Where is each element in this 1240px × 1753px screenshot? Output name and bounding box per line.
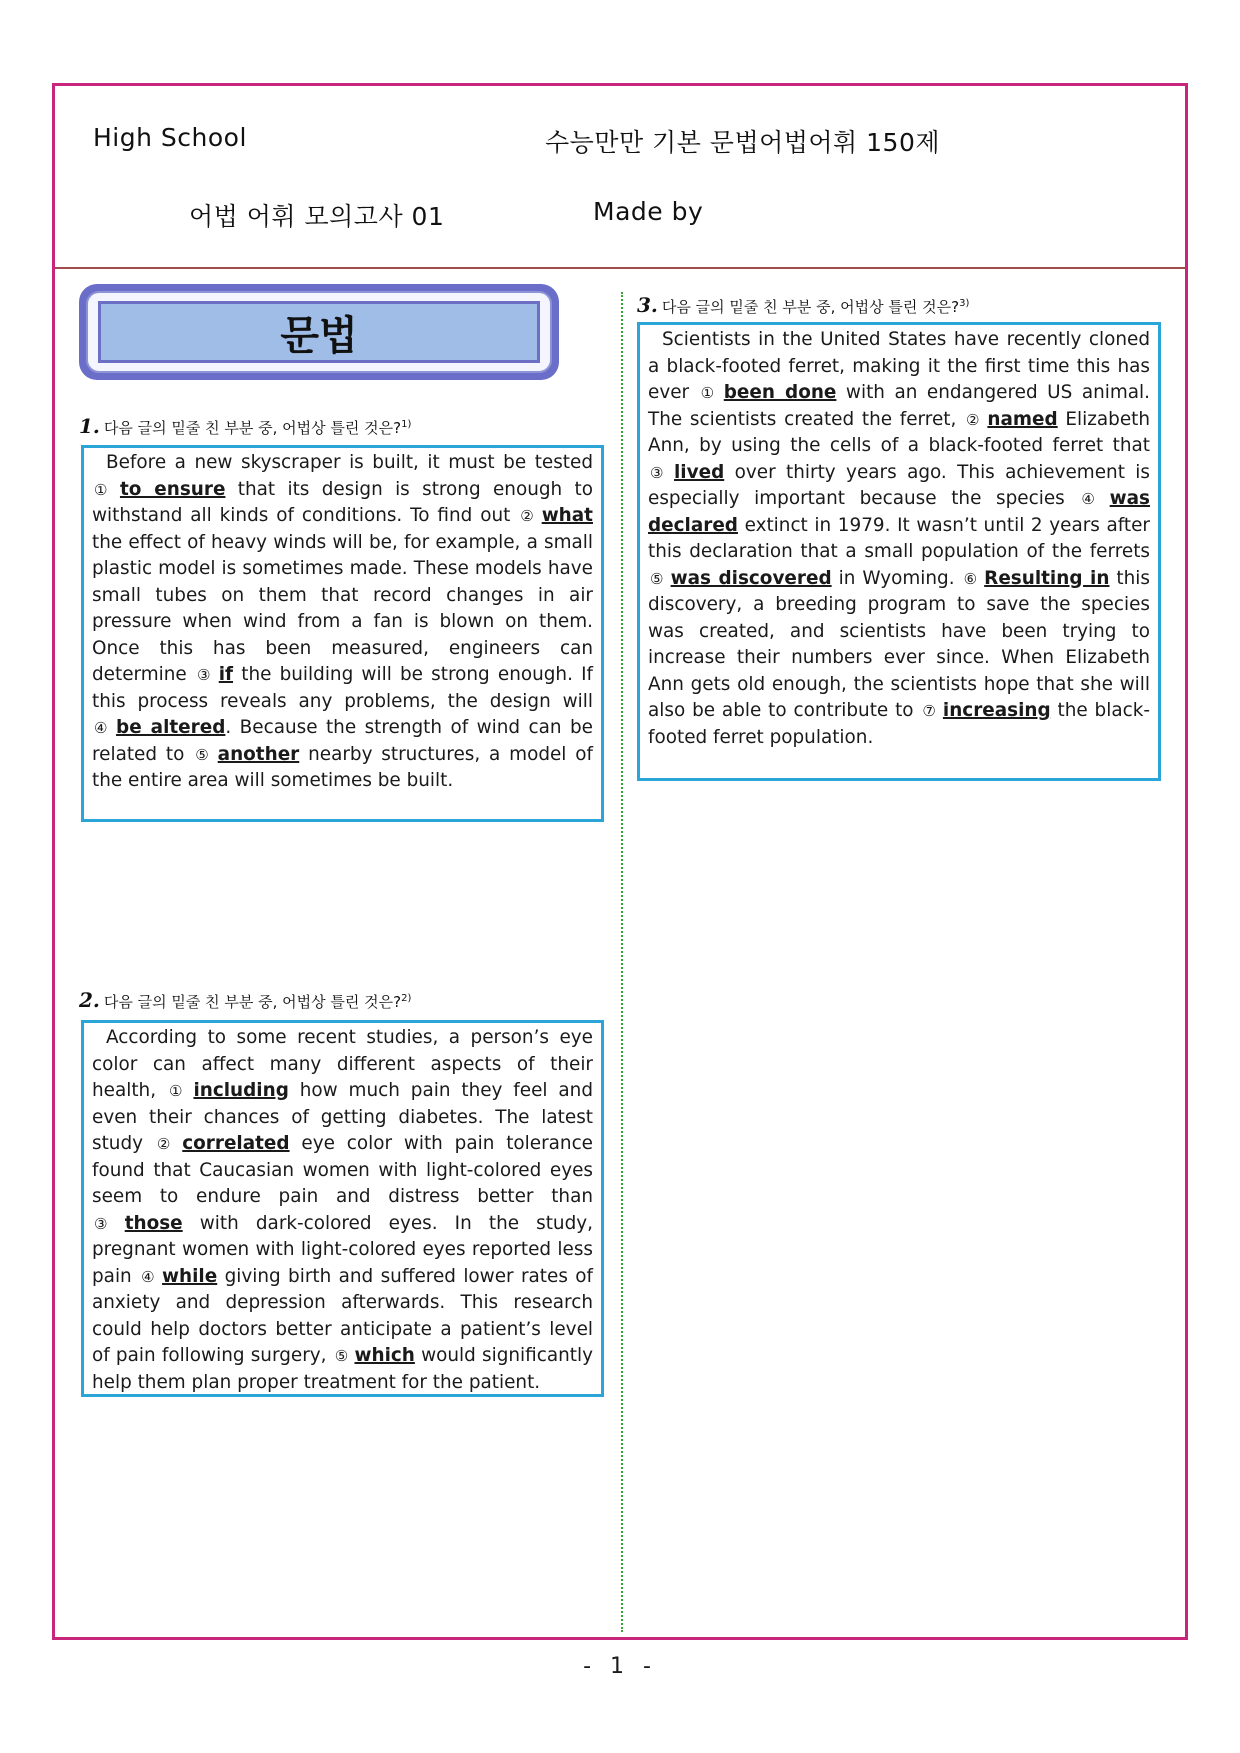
question-prompt: 다음 글의 밑줄 친 부분 중, 어법상 틀린 것은? — [661, 298, 960, 316]
choice-marker-3: ③ — [196, 666, 213, 684]
page-number: - 1 - — [583, 1654, 657, 1679]
underlined-choice-3: lived — [674, 461, 725, 483]
underlined-choice-1: been done — [723, 382, 837, 403]
choice-marker-5: ⑤ — [334, 1347, 349, 1365]
page-frame — [52, 83, 1188, 1640]
question-2-label — [79, 988, 411, 1012]
footnote-mark: 1) — [401, 419, 412, 430]
underlined-choice-1: including — [193, 1080, 289, 1101]
choice-marker-4: ④ — [94, 719, 111, 737]
choice-marker-1: ① — [700, 384, 718, 402]
choice-marker-3: ③ — [94, 1214, 119, 1233]
underlined-choice-4: was declared — [648, 488, 1151, 536]
question-number: 1. — [79, 414, 100, 438]
choice-marker-1: ① — [168, 1082, 188, 1100]
question-2-passage: According to some recent studies, a person’s eye color can affect many different aspects of their health, ① including how much pain they feel and even their chances of getting diabetes. The latest study ② correlated eye color with pain tolerance found that Caucasian women with light-colored eyes seem to endure pain and distress better than ③ those with dark-colored eyes. In the study, pregnant women with light-colored eyes reported less pain ④ while giving birth and suffered lower rates of anxiety and depression afterwards. This research could help doctors better anticipate a patient’s level of pain following surgery, ⑤ which would significantly help them plan proper treatment for the patient. — [81, 1020, 604, 1397]
question-prompt: 다음 글의 밑줄 친 부분 중, 어법상 틀린 것은? — [103, 993, 402, 1011]
underlined-choice-7: increasing — [942, 700, 1051, 721]
underlined-choice-2: correlated — [182, 1133, 290, 1154]
choice-marker-7: ⑦ — [922, 702, 937, 720]
question-3-label — [637, 293, 969, 317]
underlined-choice-4: be altered — [116, 717, 226, 738]
section-title-banner — [79, 284, 559, 380]
underlined-choice-4: while — [162, 1265, 218, 1287]
test-title: 어법 어휘 모의고사 01 — [189, 202, 445, 231]
footnote-mark: 3) — [959, 298, 970, 309]
choice-marker-4: ④ — [1081, 490, 1104, 508]
school-label: High School — [93, 123, 247, 152]
question-3-passage: Scientists in the United States have recently cloned a black-footed ferret, making it the first time this has ever ① been done with an endangered US animal. The scientists created the ferret, ② named Elizabeth Ann, by using the cells of a black-footed ferret that ③ lived over thirty years ago. This achievement is especially important because the species ④ was declared extinct in 1979. It wasn’t until 2 years after this declaration that a small population of the ferrets ⑤ was discovered in Wyoming. ⑥ Resulting in this discovery, a breeding program to save the species was created, and scientists have been trying to increase their numbers ever since. When Elizabeth Ann gets old enough, the scientists hope that she will also be able to contribute to ⑦ increasing the black-footed ferret population. — [637, 322, 1161, 781]
book-title: 수능만만 기본 문법어법어휘 150제 — [545, 128, 941, 157]
underlined-choice-5: another — [217, 743, 300, 765]
choice-marker-2: ② — [966, 410, 982, 429]
question-number: 2. — [79, 988, 100, 1012]
choice-marker-2: ② — [520, 507, 536, 525]
underlined-choice-5: which — [354, 1345, 415, 1366]
underlined-choice-2: what — [541, 505, 593, 526]
choice-marker-2: ② — [156, 1135, 177, 1153]
footnote-mark: 2) — [401, 993, 412, 1004]
underlined-choice-3: those — [124, 1212, 183, 1234]
choice-marker-4: ④ — [141, 1267, 157, 1286]
made-by-label: Made by — [593, 197, 704, 226]
question-number: 3. — [637, 293, 658, 317]
header-divider — [55, 267, 1185, 269]
underlined-choice-5: was discovered — [670, 567, 832, 589]
underlined-choice-2: named — [987, 408, 1058, 430]
question-prompt: 다음 글의 밑줄 친 부분 중, 어법상 틀린 것은? — [103, 419, 402, 437]
choice-marker-1: ① — [94, 480, 114, 499]
question-1-passage: Before a new skyscraper is built, it must be tested ① to ensure that its design is strong enough to withstand all kinds of conditions. To find out ② what the effect of heavy winds will be, for example, a small plastic model is sometimes made. These models have small tubes on them that record changes in air pressure when wind from a fan is blown on them. Once this has been measured, engineers can determine ③ if the building will be strong enough. If this process reveals any problems, the design will ④ be altered. Because the strength of wind can be related to ⑤ another nearby structures, a model of the entire area will sometimes be built. — [81, 445, 604, 822]
choice-marker-5: ⑤ — [195, 745, 212, 764]
underlined-choice-1: to ensure — [119, 478, 226, 500]
question-1-label — [79, 414, 411, 438]
choice-marker-3: ③ — [650, 463, 668, 482]
underlined-choice-6: Resulting in — [984, 567, 1110, 589]
choice-marker-6: ⑥ — [963, 569, 979, 588]
section-title: 문법 — [98, 301, 540, 363]
underlined-choice-3: if — [218, 664, 234, 685]
choice-marker-5: ⑤ — [650, 569, 665, 588]
column-divider — [621, 292, 623, 1632]
